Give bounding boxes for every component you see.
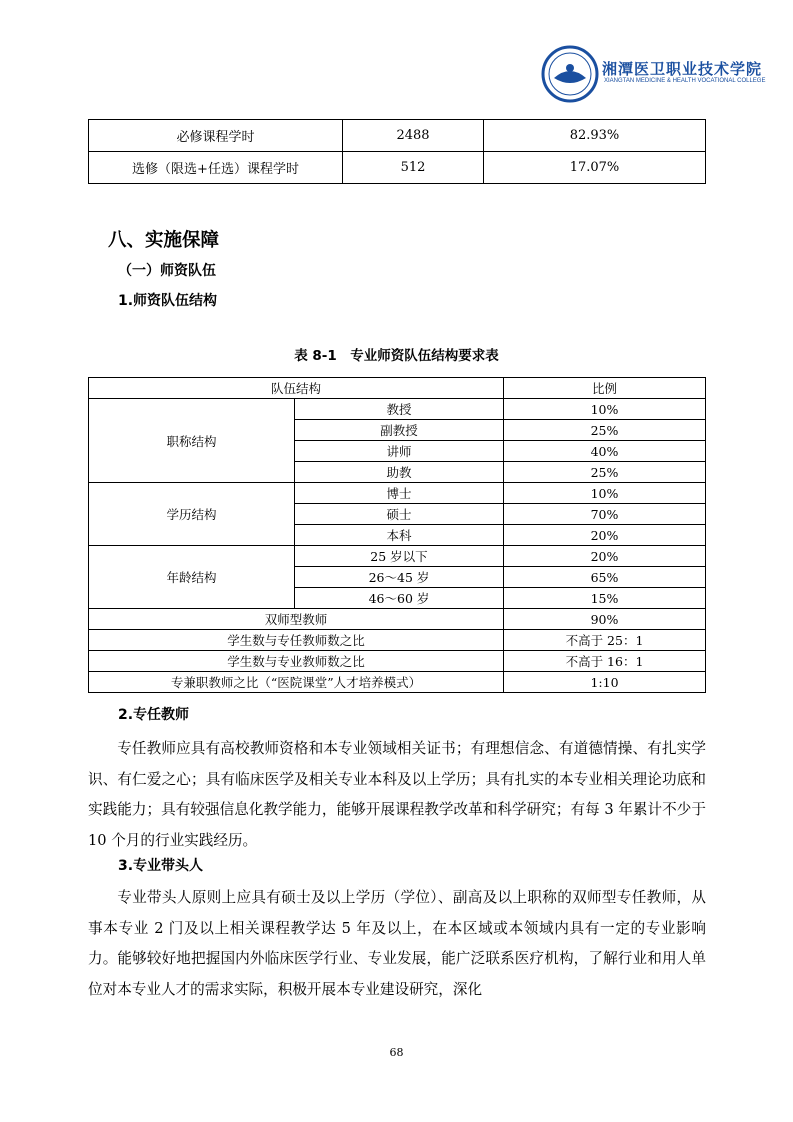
single-label: 学生数与专业教师数之比: [89, 651, 504, 672]
subsubsection-heading: 3.专业带头人: [118, 858, 204, 874]
college-logo: [540, 40, 770, 106]
item-ratio: 65%: [504, 567, 706, 588]
row-percent: 82.93%: [484, 120, 706, 152]
course-hours-table: [88, 119, 706, 184]
item-ratio: 15%: [504, 588, 706, 609]
college-emblem-icon: [540, 44, 600, 104]
item-label: 博士: [295, 483, 504, 504]
paragraph: 专业带头人原则上应具有硕士及以上学历（学位）、副高及以上职称的双师型专任教师，从事本专业 2 门及以上相关课程教学达 5 年及以上，在本区域或本领域内具有一定的专业影响力。能够较好地把握国内外临床医学行业、专业发展，能广泛联系医疗机构，了解行业和用人单位对本专业人才的需求实际，积极开展本专业建设研究，深化: [88, 889, 706, 998]
single-ratio: 不高于 25：1: [504, 630, 706, 651]
row-hours: 2488: [343, 120, 484, 152]
item-label: 46～60 岁: [295, 588, 504, 609]
college-name: 湘潭医卫职业技术学院: [602, 60, 763, 78]
item-label: 讲师: [295, 441, 504, 462]
group-label: 年龄结构: [89, 546, 295, 609]
row-label: 必修课程学时: [89, 120, 343, 152]
college-name-en: XIANGTAN MEDICINE & HEALTH VOCATIONAL COLLEGE: [604, 78, 766, 84]
single-ratio: 90%: [504, 609, 706, 630]
single-label: 专兼职教师之比（“医院课堂”人才培养模式）: [89, 672, 504, 693]
item-label: 副教授: [295, 420, 504, 441]
subsubsection-heading: 1.师资队伍结构: [118, 293, 218, 309]
item-ratio: 10%: [504, 399, 706, 420]
single-label: 双师型教师: [89, 609, 504, 630]
item-ratio: 20%: [504, 546, 706, 567]
table-row: [89, 651, 706, 672]
single-ratio: 1:10: [504, 672, 706, 693]
page-number: 68: [389, 1046, 404, 1059]
item-label: 教授: [295, 399, 504, 420]
section-heading: 八、实施保障: [108, 230, 220, 251]
subsubsection-heading: 2.专任教师: [118, 707, 190, 723]
column-header: 比例: [504, 378, 706, 399]
item-label: 硕士: [295, 504, 504, 525]
item-ratio: 25%: [504, 462, 706, 483]
item-label: 26～45 岁: [295, 567, 504, 588]
row-hours: 512: [343, 152, 484, 184]
item-label: 25 岁以下: [295, 546, 504, 567]
row-label: 选修（限选+任选）课程学时: [89, 152, 343, 184]
table-row: [89, 609, 706, 630]
subsection-heading: （一）师资队伍: [118, 263, 216, 279]
item-label: 本科: [295, 525, 504, 546]
item-ratio: 20%: [504, 525, 706, 546]
table-row: [89, 546, 706, 567]
table-row: [89, 152, 706, 184]
table-row: [89, 120, 706, 152]
table-row: [89, 483, 706, 504]
item-ratio: 10%: [504, 483, 706, 504]
item-ratio: 70%: [504, 504, 706, 525]
table-row: [89, 672, 706, 693]
table-row: [89, 399, 706, 420]
item-ratio: 40%: [504, 441, 706, 462]
staff-structure-table: [88, 377, 706, 693]
item-ratio: 25%: [504, 420, 706, 441]
item-label: 助教: [295, 462, 504, 483]
paragraph: 专任教师应具有高校教师资格和本专业领域相关证书；有理想信念、有道德情操、有扎实学识、有仁爱之心；具有临床医学及相关专业本科及以上学历；具有扎实的本专业相关理论功底和实践能力；具有较强信息化教学能力，能够开展课程教学改革和科学研究；有每 3 年累计不少于 10 个月的行业实践经历。: [88, 740, 706, 849]
table-header-row: [89, 378, 706, 399]
single-ratio: 不高于 16：1: [504, 651, 706, 672]
column-header: 队伍结构: [89, 378, 504, 399]
group-label: 学历结构: [89, 483, 295, 546]
table-row: [89, 630, 706, 651]
group-label: 职称结构: [89, 399, 295, 483]
table-caption: 表 8-1 专业师资队伍结构要求表: [294, 348, 499, 364]
row-percent: 17.07%: [484, 152, 706, 184]
single-label: 学生数与专任教师数之比: [89, 630, 504, 651]
